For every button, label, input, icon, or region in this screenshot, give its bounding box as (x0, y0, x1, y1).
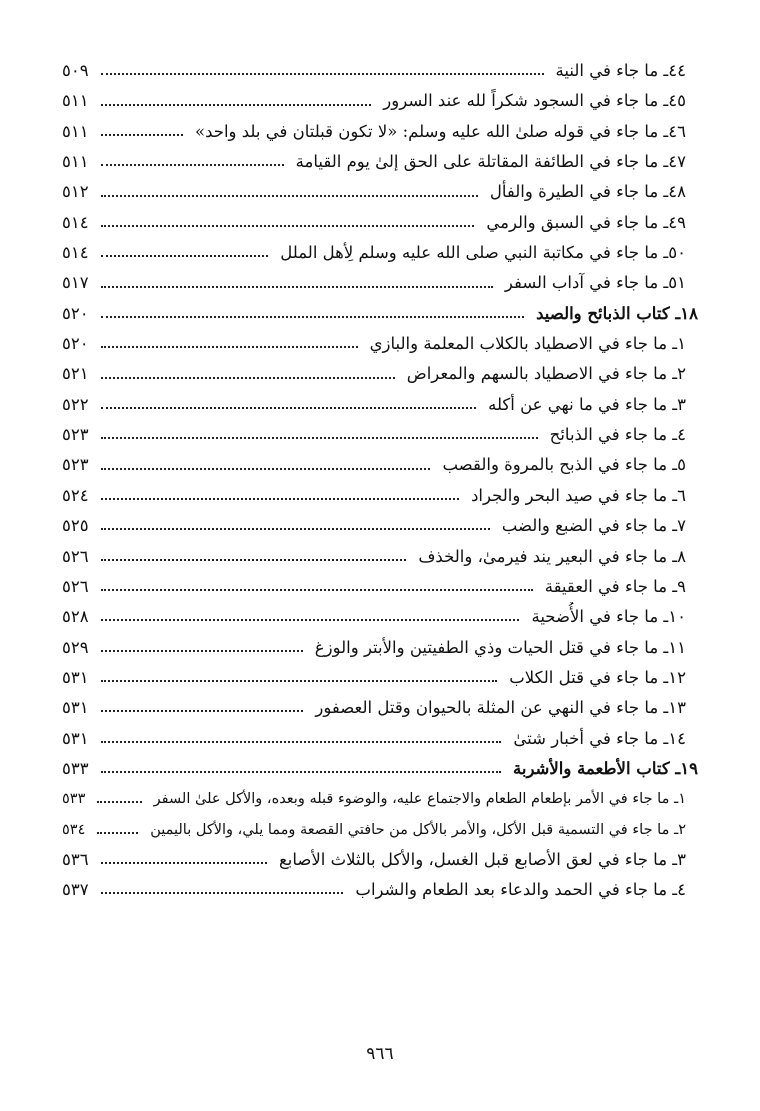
toc-entry-row (62, 450, 698, 480)
toc-entry-row (62, 784, 698, 814)
toc-entry-row (62, 845, 698, 875)
dot-leader (101, 498, 459, 500)
chapter-title: ١٨ـ كتاب الذبائح والصيد (536, 303, 698, 323)
entry-title: ٤٩ـ ما جاء في السبق والرمي (486, 212, 686, 232)
dot-leader (101, 407, 477, 409)
entry-page-number: ٥٢٤ (62, 485, 89, 505)
entry-page-number: ٥٢١ (62, 364, 89, 384)
entry-title: ٢ـ ما جاء في التسمية قبل الأكل، والأمر بالأكل من حافتي القصعة ومما يلي، والأكل باليمين (150, 821, 686, 838)
entry-page-number: ٥٢٠ (62, 303, 89, 323)
toc-entry-row (62, 147, 698, 177)
dot-leader (101, 619, 520, 621)
toc-entry-row (62, 572, 698, 602)
entry-title: ٩ـ ما جاء في العقيقة (544, 576, 686, 596)
dot-leader (101, 225, 475, 227)
entry-page-number: ٥٢٣ (62, 455, 89, 475)
entry-page-number: ٥١١ (62, 152, 89, 172)
toc-entry-row (62, 86, 698, 116)
toc-entry-row (62, 56, 698, 86)
dot-leader (101, 377, 395, 379)
toc-entry-row (62, 268, 698, 298)
entry-page-number: ٥١٤ (62, 212, 89, 232)
entry-page-number: ٥٢٦ (62, 576, 89, 596)
toc-entry-row (62, 663, 698, 693)
toc-entry-row (62, 238, 698, 268)
toc-entry-row (62, 724, 698, 754)
entry-title: ٥٠ـ ما جاء في مكاتبة النبي صلى الله عليه وسلم لِأهل الملل (280, 243, 686, 263)
dot-leader (101, 104, 372, 106)
entry-page-number: ٥٢٠ (62, 334, 89, 354)
toc-entry-row (62, 633, 698, 663)
toc-entry-row (62, 359, 698, 389)
entry-page-number: ٥١٢ (62, 182, 89, 202)
dot-leader (97, 832, 138, 834)
entry-title: ٣ـ ما جاء في لعق الأصابع قبل الغسل، والأكل بالثلاث الأصابع (278, 849, 686, 869)
toc-entry-row (62, 481, 698, 511)
entry-title: ٦ـ ما جاء في صيد البحر والجراد (471, 485, 686, 505)
entry-page-number: ٥٣٣ (62, 758, 89, 778)
dot-leader (101, 468, 431, 470)
dot-leader (101, 73, 544, 75)
entry-title: ١٢ـ ما جاء في قتل الكلاب (509, 667, 686, 687)
entry-title: ٤ـ ما جاء في الحمد والدعاء بعد الطعام والشراب (355, 880, 686, 900)
entry-page-number: ٥٣٦ (62, 849, 89, 869)
dot-leader (101, 316, 525, 318)
entry-title: ٣ـ ما جاء في ما نهي عن أكله (488, 394, 686, 414)
entry-page-number: ٥٢٦ (62, 546, 89, 566)
dot-leader (101, 195, 478, 197)
entry-page-number: ٥١٤ (62, 243, 89, 263)
entry-page-number: ٥١١ (62, 121, 89, 141)
table-of-contents (62, 56, 698, 906)
dot-leader (101, 134, 183, 136)
page-number: ٩٦٦ (366, 1044, 394, 1064)
toc-entry-row (62, 693, 698, 723)
entry-title: ٤٨ـ ما جاء في الطيرة والفأل (489, 182, 686, 202)
entry-title: ٢ـ ما جاء في الاصطياد بالسهم والمعراض (406, 364, 686, 384)
dot-leader (101, 589, 533, 591)
toc-entry-row (62, 117, 698, 147)
dot-leader (101, 680, 498, 682)
dot-leader (101, 559, 407, 561)
entry-title: ١ـ ما جاء في الاصطياد بالكلاب المعلمة والبازي (369, 334, 686, 354)
dot-leader (101, 528, 490, 530)
entry-title: ٨ـ ما جاء في البعير يند فيرمىٰ، والخذف (418, 546, 686, 566)
dot-leader (101, 710, 304, 712)
entry-page-number: ٥٣٧ (62, 880, 89, 900)
toc-entry-row (62, 420, 698, 450)
entry-title: ٤٧ـ ما جاء في الطائفة المقاتلة على الحق إلىٰ يوم القيامة (295, 152, 686, 172)
toc-entry-row (62, 390, 698, 420)
toc-chapter-row (62, 299, 698, 329)
entry-page-number: ٥١٧ (62, 273, 89, 293)
entry-page-number: ٥٣١ (62, 728, 89, 748)
entry-title: ١ـ ما جاء في الأمر بإطعام الطعام والاجتماع عليه، والوضوء قبله وبعده، والأكل علىٰ السفر (153, 791, 686, 808)
entry-page-number: ٥٢٣ (62, 425, 89, 445)
dot-leader (101, 437, 538, 439)
entry-title: ١١ـ ما جاء في قتل الحيات وذي الطفيتين والأبتر والوزغ (314, 637, 686, 657)
dot-leader (101, 346, 358, 348)
dot-leader (101, 862, 267, 864)
entry-title: ١٣ـ ما جاء في النهي عن المثلة بالحيوان وقتل العصفور (315, 698, 686, 718)
entry-title: ١٤ـ ما جاء في أخبار شتىٰ (513, 728, 686, 748)
toc-entry-row (62, 208, 698, 238)
entry-page-number: ٥٢٢ (62, 394, 89, 414)
entry-title: ٤٤ـ ما جاء في النية (555, 61, 686, 80)
entry-title: ٥١ـ ما جاء في آداب السفر (504, 273, 686, 293)
entry-title: ٥ـ ما جاء في الذبح بالمروة والقصب (442, 455, 686, 475)
entry-page-number: ٥٣٤ (62, 821, 86, 838)
toc-entry-row (62, 177, 698, 207)
dot-leader (101, 892, 344, 894)
toc-entry-row (62, 511, 698, 541)
toc-entry-row (62, 815, 698, 845)
chapter-title: ١٩ـ كتاب الأطعمة والأشربة (513, 758, 698, 778)
entry-title: ٧ـ ما جاء في الضبع والضب (501, 516, 686, 536)
entry-page-number: ٥١١ (62, 91, 89, 111)
entry-title: ٤ـ ما جاء في الذبائح (549, 425, 686, 445)
entry-page-number: ٥٣١ (62, 698, 89, 718)
entry-page-number: ٥٣٣ (62, 791, 86, 808)
dot-leader (101, 771, 501, 773)
entry-title: ٤٦ـ ما جاء في قوله صلىٰ الله عليه وسلم: «لا تكون قبلتان في بلد واحد» (194, 121, 686, 141)
toc-entry-row (62, 329, 698, 359)
entry-page-number: ٥٠٩ (62, 61, 89, 80)
dot-leader (101, 650, 303, 652)
toc-chapter-row (62, 754, 698, 784)
toc-entry-row (62, 875, 698, 905)
toc-entry-row (62, 542, 698, 572)
dot-leader (101, 164, 284, 166)
entry-page-number: ٥٢٩ (62, 637, 89, 657)
entry-page-number: ٥٢٥ (62, 516, 89, 536)
dot-leader (97, 801, 141, 803)
toc-entry-row (62, 602, 698, 632)
entry-title: ١٠ـ ما جاء في الأُضحية (531, 607, 686, 627)
dot-leader (101, 741, 502, 743)
entry-page-number: ٥٣١ (62, 667, 89, 687)
entry-title: ٤٥ـ ما جاء في السجود شكراً لله عند السرور (383, 91, 686, 111)
dot-leader (101, 286, 493, 288)
dot-leader (101, 255, 269, 257)
entry-page-number: ٥٢٨ (62, 607, 89, 627)
